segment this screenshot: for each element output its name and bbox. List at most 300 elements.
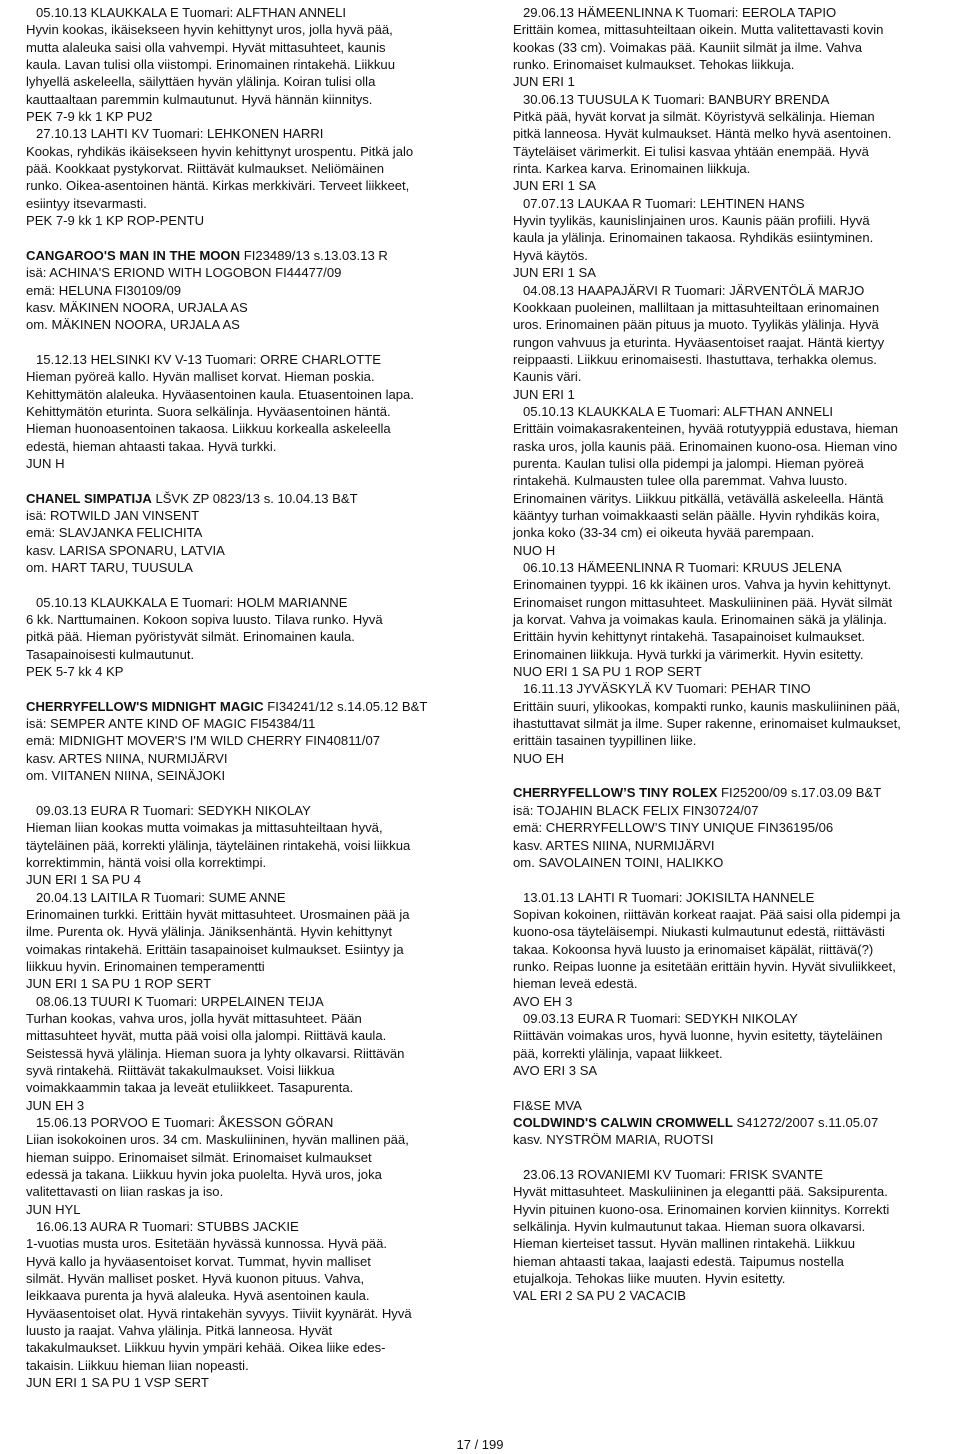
line-text: kauttaaltaan paremmin kulmautunut. Hyvä hännän kiinnitys.: [26, 91, 373, 107]
line-text: takaisin. Liikkuu hieman liian nopeasti.: [26, 1357, 249, 1373]
line-text: Tasapainoisesti kulmautunut.: [26, 646, 195, 662]
text-line: [513, 628, 956, 645]
text-line: [26, 663, 470, 680]
line-text: FI&SE MVA: [513, 1097, 582, 1113]
text-line: [513, 958, 956, 975]
line-text: 1-vuotias musta uros. Esitetään hyvässä kunnossa. Hyvä pää.: [26, 1236, 387, 1252]
line-text: takaa. Kokoonsa hyvä luusto ja erinomaiset käpälät, riittävä(?): [513, 941, 874, 957]
dog-header-line: [513, 784, 956, 801]
text-line: [513, 108, 956, 125]
text-line: [26, 958, 470, 975]
line-text: rintakehä. Kulmausten tulee olla paremmat. Vahva luusto.: [513, 473, 848, 489]
line-text: rinta. Karkea karva. Erinomainen liikkuja.: [513, 161, 751, 177]
text-line: [513, 143, 956, 160]
text-line: [26, 1270, 470, 1287]
text-line: [513, 524, 956, 541]
dog-header-line: [26, 247, 470, 264]
text-line: [26, 160, 470, 177]
show-result-line: [26, 993, 470, 1010]
text-line: [26, 1183, 470, 1200]
text-line: [513, 316, 956, 333]
line-text: purenta. Kaulan tulisi olla pidempi ja jalompi. Hieman pyöreä: [513, 455, 864, 471]
line-text: JUN H: [26, 455, 65, 471]
line-text: reippaasti. Liikkuu erinomaisesti. Ihastuttava, terhakka olemus.: [513, 351, 877, 367]
line-text: 13.01.13 LAHTI R Tuomari: JOKISILTA HANNELE: [523, 889, 815, 905]
show-result-line: [26, 1218, 470, 1235]
text-line: [26, 39, 470, 56]
line-text: PEK 5-7 kk 4 KP: [26, 664, 124, 680]
text-line: [513, 611, 956, 628]
line-text: pää, korrekti ylälinja, vapaat liikkeet.: [513, 1045, 723, 1061]
line-text: kasv. ARTES NIINA, NURMIJÄRVI: [513, 837, 715, 853]
text-line: [513, 646, 956, 663]
line-text: Hieman liian kookas mutta voimakas ja mittasuhteiltaan hyvä,: [26, 820, 383, 836]
text-line: [26, 1045, 470, 1062]
text-line: [513, 438, 956, 455]
line-text: om. HART TARU, TUUSULA: [26, 560, 193, 575]
spacer: [26, 680, 470, 697]
text-line: [513, 472, 956, 489]
text-line: [513, 386, 956, 403]
line-text: FI25200/09 s.17.03.09 B&T: [717, 785, 882, 801]
line-text: Sopivan kokoinen, riittävän korkeat raajat. Pää saisi olla pidempi ja: [513, 906, 901, 922]
text-line: [26, 1374, 470, 1391]
line-text: 07.07.13 LAUKAA R Tuomari: LEHTINEN HANS: [523, 195, 805, 211]
text-line: [513, 993, 956, 1010]
line-text: isä: ACHINA'S ERIOND WITH LOGOBON FI44477/09: [26, 265, 342, 281]
text-line: [513, 663, 956, 680]
line-text: lyhyellä askeleella, säilyttäen hyvän ylälinja. Koiran tulisi olla: [26, 74, 376, 90]
text-line: [26, 56, 470, 73]
line-text: 08.06.13 TUURI K Tuomari: URPELAINEN TEIJA: [36, 993, 324, 1009]
text-line: [513, 542, 956, 559]
line-text: emä: CHERRYFELLOW’S TINY UNIQUE FIN36195/06: [513, 820, 834, 836]
text-line: [26, 975, 470, 992]
line-text: 20.04.13 LAITILA R Tuomari: SUME ANNE: [36, 889, 286, 905]
line-text: Erinomainen tyyppi. 16 kk ikäinen uros. Vahva ja hyvin kehittynyt.: [513, 577, 892, 593]
text-line: [26, 420, 470, 437]
line-text: Hieman kierteiset tassut. Hyvän mallinen rintakehä. Liikkuu: [513, 1236, 856, 1252]
text-line: [513, 1097, 956, 1114]
line-text: pitkä pää. Hieman pyöristyvät silmät. Erinomainen kaula.: [26, 629, 355, 645]
show-result-line: [26, 594, 470, 611]
text-line: [26, 212, 470, 229]
show-result-line: [513, 889, 956, 906]
show-result-line: [513, 195, 956, 212]
line-text: kasv. LARISA SPONARU, LATVIA: [26, 542, 225, 558]
text-line: [513, 1218, 956, 1235]
text-line: [513, 906, 956, 923]
line-text: Seistessä hyvä ylälinja. Hieman suora ja lyhty olkavarsi. Riittävän: [26, 1045, 405, 1061]
line-text: Hyvin tyylikäs, kaunislinjainen uros. Kaunis pään profiili. Hyvä: [513, 213, 870, 229]
text-line: [513, 1201, 956, 1218]
line-text: Erinomainen väritys. Liikkuu pitkällä, vetävällä askeleella. Häntä: [513, 490, 884, 506]
text-line: [26, 1062, 470, 1079]
right-column: [513, 4, 956, 1305]
line-text: luusto ja raajat. Vahva ylälinja. Pitkä lanneosa. Hyvät: [26, 1323, 333, 1339]
line-text: Kookkaan puoleinen, malliltaan ja mittasuhteiltaan erinomainen: [513, 299, 880, 315]
dog-name: CHERRYFELLOW'S MIDNIGHT MAGIC: [26, 698, 264, 714]
text-line: [26, 108, 470, 125]
line-text: hieman leveä edestä.: [513, 976, 638, 992]
text-line: [513, 1253, 956, 1270]
dog-header-line: [26, 698, 470, 715]
line-text: Hyvin pituinen kuono-osa. Erinomainen korvien kiinnitys. Korrekti: [513, 1201, 890, 1217]
text-line: [26, 646, 470, 663]
text-line: [26, 368, 470, 385]
line-text: 05.10.13 KLAUKKALA E Tuomari: HOLM MARIANNE: [36, 594, 348, 610]
line-text: edestä, hieman ahtaasti takaa. Hyvä turkki.: [26, 438, 277, 454]
line-text: 30.06.13 TUUSULA K Tuomari: BANBURY BRENDA: [523, 91, 830, 107]
text-line: [26, 559, 470, 576]
line-text: hieman ahtaasti takaa, laajasti edestä. Taipumus nostella: [513, 1253, 844, 1269]
text-line: [26, 264, 470, 281]
text-line: [513, 73, 956, 90]
text-line: [26, 1357, 470, 1374]
text-line: [513, 802, 956, 819]
line-text: NUO H: [513, 542, 556, 558]
text-line: [513, 212, 956, 229]
line-text: S41272/2007 s.11.05.07: [732, 1115, 879, 1130]
spacer: [513, 1149, 956, 1166]
line-text: 23.06.13 ROVANIEMI KV Tuomari: FRISK SVANTE: [523, 1167, 824, 1183]
line-text: syvä rintakehä. Riittävät takakulmaukset. Voisi liikkua: [26, 1062, 335, 1078]
spacer: [26, 576, 470, 593]
line-text: Hyvä kallo ja hyväasentoiset korvat. Tummat, hyvin malliset: [26, 1253, 371, 1269]
text-line: [513, 837, 956, 854]
line-text: rungon vahvuus ja eturinta. Hyväasentoiset raajat. Häntä kiertyy: [513, 334, 885, 350]
line-text: isä: ROTWILD JAN VINSENT: [26, 507, 200, 523]
line-text: om. VIITANEN NIINA, SEINÄJOKI: [26, 768, 226, 784]
line-text: om. SAVOLAINEN TOINI, HALIKKO: [513, 854, 724, 870]
dog-header-line: [513, 1114, 956, 1131]
line-text: om. MÄKINEN NOORA, URJALA AS: [26, 317, 240, 333]
show-result-line: [513, 1010, 956, 1027]
text-line: [513, 1045, 956, 1062]
text-line: [26, 316, 470, 333]
dog-name: CANGAROO'S MAN IN THE MOON: [26, 247, 241, 263]
line-text: raska uros, jolla kaunis pää. Erinomainen kuono-osa. Hieman vino: [513, 438, 898, 454]
line-text: 09.03.13 EURA R Tuomari: SEDYKH NIKOLAY: [36, 802, 311, 818]
line-text: kääntyy turhan voimakkaasti selän päälle. Hyvin ryhdikäs koira,: [513, 507, 880, 523]
show-result-line: [513, 559, 956, 576]
text-line: [513, 420, 956, 437]
line-text: isä: SEMPER ANTE KIND OF MAGIC FI54384/11: [26, 716, 316, 732]
text-line: [26, 1166, 470, 1183]
line-text: emä: HELUNA FI30109/09: [26, 282, 182, 298]
text-line: [26, 854, 470, 871]
text-line: [513, 264, 956, 281]
text-line: [26, 1027, 470, 1044]
text-line: [26, 732, 470, 749]
text-line: [513, 594, 956, 611]
line-text: JUN EH 3: [26, 1097, 85, 1113]
line-text: Hieman huonoasentoinen takaosa. Liikkuu korkealla askeleella: [26, 421, 391, 437]
text-line: [26, 542, 470, 559]
show-result-line: [513, 680, 956, 697]
line-text: FI34241/12 s.14.05.12 B&T: [263, 698, 428, 714]
text-line: [26, 1201, 470, 1218]
text-line: [26, 91, 470, 108]
text-line: [26, 403, 470, 420]
line-text: Erinomainen liikkuja. Hyvä turkki ja värimerkit. Hyvin esitetty.: [513, 646, 864, 662]
text-line: [513, 715, 956, 732]
line-text: 15.06.13 PORVOO E Tuomari: ÅKESSON GÖRAN: [36, 1115, 334, 1130]
text-line: [513, 1270, 956, 1287]
text-line: [513, 750, 956, 767]
line-text: isä: TOJAHIN BLACK FELIX FIN30724/07: [513, 802, 759, 818]
text-line: [26, 455, 470, 472]
line-text: runko. Reipas luonne ja esitetään erittäin hyvin. Hyvät sivuliikkeet,: [513, 958, 896, 974]
line-text: silmät. Hyvän malliset posket. Hyvä kuonon pituus. Vahva,: [26, 1271, 365, 1287]
text-line: [513, 368, 956, 385]
line-text: Erinomaiset rungon mittasuhteet. Maskuliininen pää. Hyvät silmät: [513, 594, 893, 610]
line-text: NUO EH: [513, 750, 564, 766]
show-result-line: [513, 282, 956, 299]
line-text: AVO EH 3: [513, 993, 573, 1009]
text-line: [26, 1149, 470, 1166]
line-text: Täyteläiset värimerkit. Ei tulisi kasvaa yhtään enempää. Hyvä: [513, 143, 869, 159]
left-column: [26, 4, 470, 1392]
line-text: 6 kk. Narttumainen. Kokoon sopiva luusto. Tilava runko. Hyvä: [26, 612, 383, 628]
text-line: [513, 39, 956, 56]
line-text: Riittävän voimakas uros, hyvä luonne, hyvin esitetty, täyteläinen: [513, 1028, 883, 1044]
text-line: [26, 524, 470, 541]
line-text: 09.03.13 EURA R Tuomari: SEDYKH NIKOLAY: [523, 1010, 798, 1026]
line-text: PEK 7-9 kk 1 KP ROP-PENTU: [26, 213, 205, 229]
line-text: 16.06.13 AURA R Tuomari: STUBBS JACKIE: [36, 1219, 299, 1235]
text-line: [26, 1131, 470, 1148]
text-line: [26, 628, 470, 645]
dog-name: COLDWIND'S CALWIN CROMWELL: [513, 1115, 733, 1130]
line-text: ilme. Purenta ok. Hyvä ylälinja. Jäniksenhäntä. Hyvin kehittynyt: [26, 924, 393, 940]
text-line: [513, 125, 956, 142]
line-text: VAL ERI 2 SA PU 2 VACACIB: [513, 1288, 686, 1304]
line-text: Pitkä pää, hyvät korvat ja silmät. Köyristyvä selkälinja. Hieman: [513, 109, 875, 125]
line-text: FI23489/13 s.13.03.13 R: [240, 247, 388, 263]
text-line: [26, 1339, 470, 1356]
line-text: emä: MIDNIGHT MOVER'S I'M WILD CHERRY FIN40811/07: [26, 733, 381, 749]
text-line: [513, 1235, 956, 1252]
dog-name: CHANEL SIMPATIJA: [26, 490, 152, 506]
line-text: kaula ja ylälinja. Erinomainen takaosa. Ryhdikäs esiintyminen.: [513, 230, 874, 246]
line-text: 15.12.13 HELSINKI KV V-13 Tuomari: ORRE CHARLOTTE: [36, 351, 381, 367]
text-line: [513, 576, 956, 593]
text-line: [26, 73, 470, 90]
line-text: JUN ERI 1: [513, 386, 575, 402]
show-result-line: [26, 889, 470, 906]
line-text: JUN ERI 1 SA PU 1 VSP SERT: [26, 1375, 209, 1391]
text-line: [513, 923, 956, 940]
line-text: ihastuttavat silmät ja ilme. Super rakenne, erinomaiset kulmaukset,: [513, 716, 901, 732]
text-line: [26, 837, 470, 854]
line-text: JUN ERI 1 SA PU 4: [26, 872, 141, 888]
show-result-line: [26, 802, 470, 819]
text-line: [513, 507, 956, 524]
line-text: erittäin tasainen tyypillinen liike.: [513, 733, 697, 749]
text-line: [26, 299, 470, 316]
line-text: Erittäin komea, mittasuhteiltaan oikein. Mutta valitettavasti kovin: [513, 22, 884, 38]
line-text: Kehittymätön alaleuka. Hyväasentoinen kaula. Etuasentoinen lapa.: [26, 386, 414, 402]
text-line: [513, 455, 956, 472]
line-text: kookas (33 cm). Voimakas pää. Kauniit silmät ja ilme. Vahva: [513, 39, 863, 55]
line-text: 05.10.13 KLAUKKALA E Tuomari: ALFTHAN ANNELI: [523, 403, 834, 419]
line-text: JUN ERI 1 SA: [513, 265, 596, 281]
line-text: etujalkoja. Tehokas liike muuten. Hyvin esitetty.: [513, 1271, 786, 1287]
line-text: mittasuhteet hyvät, mutta pää voisi olla jalompi. Riittävä kaula.: [26, 1028, 387, 1044]
text-line: [513, 1027, 956, 1044]
line-text: Erinomainen turkki. Erittäin hyvät mittasuhteet. Urosmainen pää ja: [26, 906, 410, 922]
text-line: [26, 507, 470, 524]
show-result-line: [26, 4, 470, 21]
line-text: Hyväasentoiset olat. Hyvä rintakehän syvyys. Tiiviit kyynärät. Hyvä: [26, 1305, 412, 1321]
show-result-line: [513, 1166, 956, 1183]
text-line: [26, 143, 470, 160]
text-line: [513, 819, 956, 836]
text-line: [26, 871, 470, 888]
line-text: 29.06.13 HÄMEENLINNA K Tuomari: EEROLA TAPIO: [523, 5, 837, 20]
line-text: 27.10.13 LAHTI KV Tuomari: LEHKONEN HARRI: [36, 126, 324, 142]
text-line: [26, 1305, 470, 1322]
line-text: esiintyy itsevarmasti.: [26, 195, 147, 211]
line-text: kaula. Lavan tulisi olla viistompi. Erinomainen rintakehä. Liikkuu: [26, 57, 395, 73]
text-line: [513, 1287, 956, 1304]
text-line: [26, 923, 470, 940]
line-text: 05.10.13 KLAUKKALA E Tuomari: ALFTHAN ANNELI: [36, 5, 347, 20]
line-text: kasv. NYSTRÖM MARIA, RUOTSI: [513, 1132, 714, 1148]
line-text: LŠVK ZP 0823/13 s. 10.04.13 B&T: [151, 490, 358, 506]
text-line: [26, 750, 470, 767]
line-text: Kehittymätön eturinta. Suora selkälinja. Hyväasentoinen häntä.: [26, 403, 391, 419]
text-line: [513, 229, 956, 246]
show-result-line: [26, 125, 470, 142]
text-line: [513, 975, 956, 992]
line-text: takakulmaukset. Liikkuu hyvin ympäri kehää. Oikea liike edes-: [26, 1340, 386, 1356]
text-line: [513, 1062, 956, 1079]
line-text: AVO ERI 3 SA: [513, 1062, 598, 1078]
line-text: 16.11.13 JYVÄSKYLÄ KV Tuomari: PEHAR TINO: [523, 681, 811, 697]
line-text: 04.08.13 HAAPAJÄRVI R Tuomari: JÄRVENTÖLÄ MARJO: [523, 282, 865, 298]
text-line: [26, 767, 470, 784]
line-text: kasv. ARTES NIINA, NURMIJÄRVI: [26, 750, 228, 766]
line-text: Kaunis väri.: [513, 369, 582, 385]
line-text: JUN ERI 1: [513, 74, 575, 90]
show-result-line: [513, 403, 956, 420]
line-text: JUN HYL: [26, 1201, 81, 1217]
text-line: [26, 819, 470, 836]
spacer: [513, 1079, 956, 1096]
line-text: selkälinja. Hyvin kulmautunut takaa. Hieman suora olkavarsi.: [513, 1219, 866, 1235]
line-text: korrektimmin, häntä voisi olla korrektimpi.: [26, 854, 267, 870]
line-text: Hyvin kookas, ikäisekseen hyvin kehittynyt uros, jolla hyvä pää,: [26, 22, 393, 38]
text-line: [26, 1079, 470, 1096]
text-line: [513, 941, 956, 958]
text-line: [26, 21, 470, 38]
line-text: hieman suippo. Erinomaiset silmät. Erinomaiset kulmaukset: [26, 1149, 372, 1165]
line-text: Hyvät mittasuhteet. Maskuliininen ja elegantti pää. Saksipurenta.: [513, 1184, 888, 1200]
line-text: Hieman pyöreä kallo. Hyvän malliset korvat. Hieman poskia.: [26, 369, 375, 385]
dog-name: CHERRYFELLOW’S TINY ROLEX: [513, 785, 718, 801]
text-line: [26, 177, 470, 194]
show-result-line: [26, 351, 470, 368]
line-text: 06.10.13 HÄMEENLINNA R Tuomari: KRUUS JELENA: [523, 560, 842, 575]
text-line: [26, 1322, 470, 1339]
text-line: [26, 1253, 470, 1270]
line-text: kasv. MÄKINEN NOORA, URJALA AS: [26, 299, 248, 315]
text-line: [26, 941, 470, 958]
show-result-line: [26, 1114, 470, 1131]
line-text: pitkä lanneosa. Hyvät kulmaukset. Häntä melko hyvä asentoinen.: [513, 126, 892, 142]
text-line: [513, 351, 956, 368]
spacer: [26, 784, 470, 801]
text-line: [513, 21, 956, 38]
line-text: kuono-osa täyteläisempi. Niukasti kulmautunut edestä, riittävästi: [513, 924, 885, 940]
line-text: voimakkaammin takaa ja leveät etuliikkeet. Tasapurenta.: [26, 1080, 354, 1096]
text-line: [26, 1287, 470, 1304]
text-line: [26, 1235, 470, 1252]
line-text: ja korvat. Vahva ja voimakas kaula. Erinomainen säkä ja ylälinja.: [513, 612, 887, 628]
text-line: [513, 1131, 956, 1148]
line-text: leikkaava purenta ja hyvä alaleuka. Hyvä asentoinen kaula.: [26, 1288, 370, 1304]
text-line: [513, 732, 956, 749]
line-text: valitettavasti on liian raskas ja iso.: [26, 1184, 224, 1200]
spacer: [26, 229, 470, 246]
line-text: Liian isokokoinen uros. 34 cm. Maskuliininen, hyvän mallinen pää,: [26, 1132, 409, 1148]
text-line: [26, 386, 470, 403]
text-line: [26, 1010, 470, 1027]
line-text: pää. Kookkaat pystykorvat. Riittävät kulmaukset. Neliömäinen: [26, 161, 385, 177]
show-result-line: [513, 4, 956, 21]
line-text: voimakas rintakehä. Erittäin tasapainoiset kulmaukset. Esiintyy ja: [26, 941, 404, 957]
line-text: täyteläinen pää, korrekti ylälinja, täyteläinen rintakehä, voisi liikkua: [26, 837, 411, 853]
spacer: [26, 472, 470, 489]
text-line: [26, 282, 470, 299]
text-line: [26, 611, 470, 628]
line-text: uros. Erinomainen pään pituus ja muoto. Tyylikäs ylälinja. Hyvä: [513, 317, 879, 333]
text-line: [513, 56, 956, 73]
text-line: [26, 1097, 470, 1114]
line-text: Erittäin suuri, ylikookas, kompakti runko, kaunis maskuliininen pää,: [513, 698, 901, 714]
line-text: runko. Erinomaiset kulmaukset. Tehokas liikkuja.: [513, 57, 795, 73]
text-line: [513, 299, 956, 316]
line-text: edessä ja takana. Liikkuu hyvin joka puolelta. Hyvä uros, joka: [26, 1167, 382, 1183]
line-text: JUN ERI 1 SA PU 1 ROP SERT: [26, 976, 212, 992]
spacer: [26, 334, 470, 351]
text-line: [26, 715, 470, 732]
line-text: jonka koko (33-34 cm) ei oikeuta hyvää parempaan.: [513, 525, 815, 541]
text-line: [26, 438, 470, 455]
text-line: [513, 247, 956, 264]
text-line: [513, 490, 956, 507]
text-line: [513, 1183, 956, 1200]
line-text: PEK 7-9 kk 1 KP PU2: [26, 109, 153, 125]
text-line: [513, 177, 956, 194]
line-text: emä: SLAVJANKA FELICHITA: [26, 525, 203, 541]
line-text: Erittäin hyvin kehittynyt rintakehä. Tasapainoiset kulmaukset.: [513, 629, 866, 645]
line-text: mutta alaleuka saisi olla vahvempi. Hyvät mittasuhteet, kaunis: [26, 39, 386, 55]
dog-header-line: [26, 490, 470, 507]
show-result-line: [513, 91, 956, 108]
text-line: [513, 160, 956, 177]
line-text: Hyvä käytös.: [513, 247, 588, 263]
line-text: Kookas, ryhdikäs ikäisekseen hyvin kehittynyt urospentu. Pitkä jalo: [26, 143, 414, 159]
text-line: [26, 906, 470, 923]
line-text: JUN ERI 1 SA: [513, 178, 596, 194]
text-line: [513, 854, 956, 871]
line-text: NUO ERI 1 SA PU 1 ROP SERT: [513, 664, 702, 680]
text-line: [26, 195, 470, 212]
line-text: Erittäin voimakasrakenteinen, hyvää rotutyyppiä edustava, hieman: [513, 421, 899, 437]
